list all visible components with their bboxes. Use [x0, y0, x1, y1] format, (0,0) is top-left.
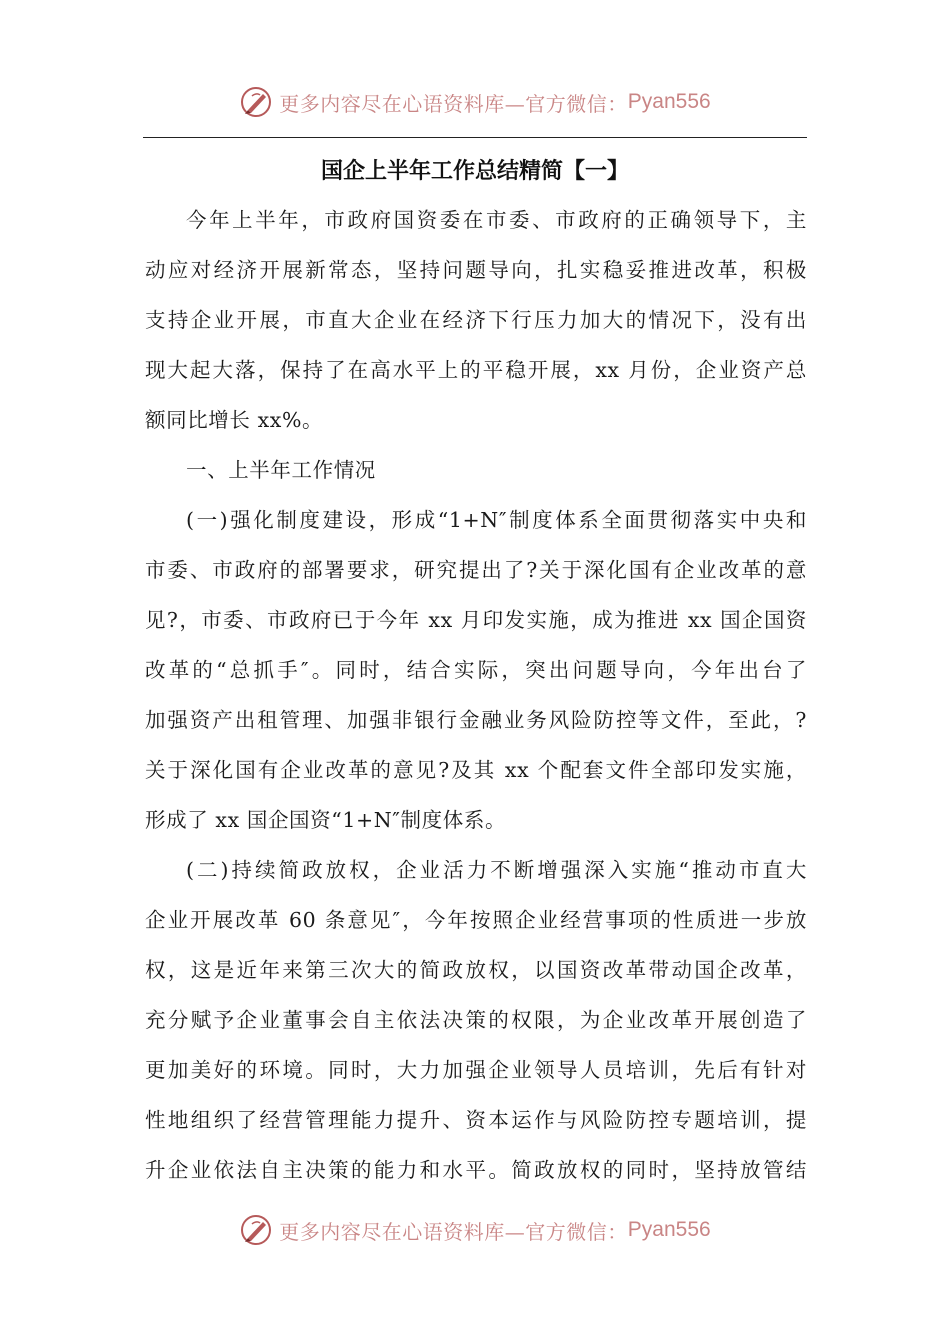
document-body — [145, 195, 807, 1195]
banner-wechat-id: Pyan556 — [627, 1218, 711, 1241]
text-line: 市委、市政府的部署要求，研究提出了?关于深化国有企业改革的意 — [145, 558, 807, 582]
text-line: 现大起大落，保持了在高水平上的平稳开展，xx 月份，企业资产总 — [145, 358, 807, 382]
text-line: 企业开展改革 60 条意见″，今年按照企业经营事项的性质进一步放 — [145, 908, 807, 932]
text-line: 加强资产出租管理、加强非银行金融业务风险防控等文件，至此，? — [145, 708, 807, 732]
text-line: 升企业依法自主决策的能力和水平。简政放权的同时，坚持放管结 — [145, 1158, 807, 1182]
text-line: 动应对经济开展新常态，坚持问题导向，扎实稳妥推进改革，积极 — [145, 258, 807, 282]
text-line: 支持企业开展，市直大企业在经济下行压力加大的情况下，没有出 — [145, 308, 807, 332]
text-line: 充分赋予企业董事会自主依法决策的权限，为企业改革开展创造了 — [145, 1008, 807, 1032]
section-heading: 一、上半年工作情况 — [186, 458, 376, 482]
header-divider — [143, 137, 807, 138]
text-line: 额同比增长 xx%。 — [145, 408, 324, 432]
banner-wechat-id: Pyan556 — [627, 90, 711, 113]
brush-pen-logo-icon — [239, 85, 273, 119]
text-line: (一)强化制度建设，形成“1+N″制度体系全面贯彻落实中央和 — [186, 508, 807, 532]
brush-pen-logo-icon — [239, 1213, 273, 1247]
text-line: 关于深化国有企业改革的意见?及其 xx 个配套文件全部印发实施， — [145, 758, 807, 782]
header-banner — [0, 82, 950, 122]
banner-text: 更多内容尽在心语资料库—官方微信： — [279, 1219, 628, 1244]
text-line: 权，这是近年来第三次大的简政放权，以国资改革带动国企改革， — [145, 958, 807, 982]
text-line: 今年上半年，市政府国资委在市委、市政府的正确领导下，主 — [186, 208, 807, 232]
text-line: 更加美好的环境。同时，大力加强企业领导人员培训，先后有针对 — [145, 1058, 807, 1082]
text-line: 性地组织了经营管理能力提升、资本运作与风险防控专题培训，提 — [145, 1108, 807, 1132]
banner-text: 更多内容尽在心语资料库—官方微信： — [279, 91, 628, 116]
document-title: 国企上半年工作总结精简【一】 — [320, 159, 629, 184]
text-line: 见?，市委、市政府已于今年 xx 月印发实施，成为推进 xx 国企国资 — [145, 608, 807, 632]
text-line: 改革的“总抓手″。同时，结合实际，突出问题导向，今年出台了 — [145, 658, 807, 682]
text-line: (二)持续简政放权，企业活力不断增强深入实施“推动市直大 — [186, 858, 807, 882]
footer-banner — [0, 1210, 950, 1250]
text-line: 形成了 xx 国企国资“1+N″制度体系。 — [145, 808, 507, 832]
